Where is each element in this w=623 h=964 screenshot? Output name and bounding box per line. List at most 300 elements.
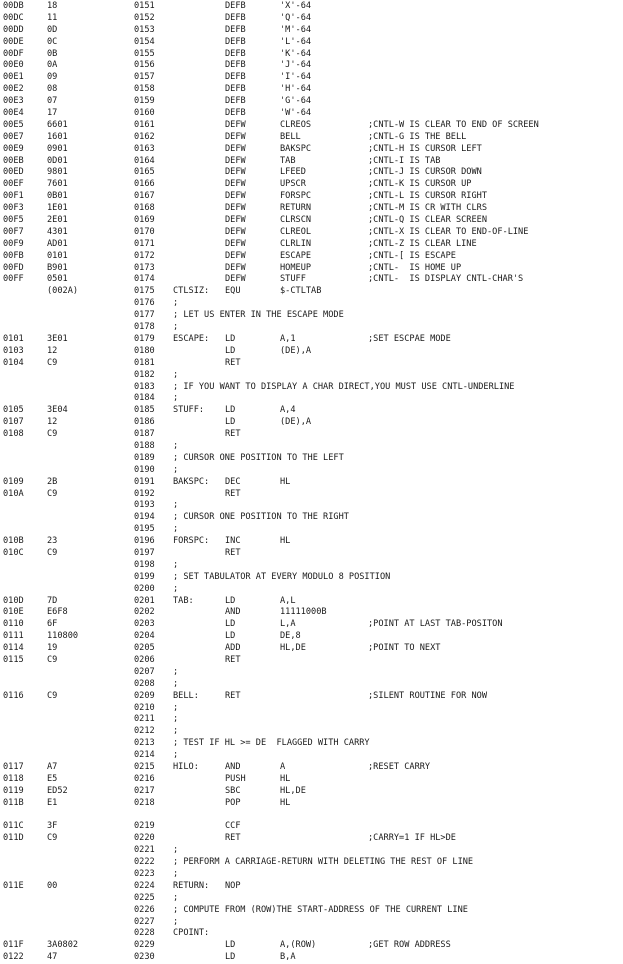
opcode: DEFW bbox=[225, 191, 246, 202]
comment-line: ; CURSOR ONE POSITION TO THE RIGHT bbox=[173, 512, 349, 523]
comment-line: ; bbox=[173, 869, 179, 880]
operand: BAKSPC bbox=[280, 143, 312, 154]
listing-line bbox=[0, 857, 623, 869]
object-code: E6F8 bbox=[47, 607, 68, 618]
object-code: 4301 bbox=[47, 226, 68, 237]
address: 0114 bbox=[3, 643, 24, 654]
object-code: B901 bbox=[47, 262, 68, 273]
operand: UPSCR bbox=[280, 179, 306, 190]
listing-line bbox=[0, 263, 623, 275]
label: ESCAPE: bbox=[173, 333, 210, 344]
address: 00DD bbox=[3, 24, 24, 35]
line-number: 0169 bbox=[134, 215, 155, 226]
address: 00F3 bbox=[3, 203, 24, 214]
label: CPOINT: bbox=[173, 928, 210, 939]
object-code: 7D bbox=[47, 595, 58, 606]
address: 0111 bbox=[3, 631, 24, 642]
opcode: DEFB bbox=[225, 72, 246, 83]
listing-line bbox=[0, 13, 623, 25]
operand: HL bbox=[280, 773, 291, 784]
object-code: 11 bbox=[47, 12, 58, 23]
comment-line: ; bbox=[173, 369, 179, 380]
listing-line bbox=[0, 833, 623, 845]
opcode: DEFW bbox=[225, 262, 246, 273]
opcode: DEFW bbox=[225, 167, 246, 178]
opcode: DEFB bbox=[225, 48, 246, 59]
address: 0115 bbox=[3, 654, 24, 665]
comment: ;SILENT ROUTINE FOR NOW bbox=[368, 690, 487, 701]
line-number: 0190 bbox=[134, 464, 155, 475]
listing-line bbox=[0, 905, 623, 917]
opcode: POP bbox=[225, 797, 241, 808]
address: 0122 bbox=[3, 952, 24, 963]
line-number: 0170 bbox=[134, 226, 155, 237]
line-number: 0223 bbox=[134, 869, 155, 880]
line-number: 0171 bbox=[134, 238, 155, 249]
listing-line bbox=[0, 132, 623, 144]
comment-line: ; CURSOR ONE POSITION TO THE LEFT bbox=[173, 452, 344, 463]
address: 00DC bbox=[3, 12, 24, 23]
listing-line bbox=[0, 607, 623, 619]
listing-line bbox=[0, 869, 623, 881]
line-number: 0177 bbox=[134, 310, 155, 321]
listing-line bbox=[0, 274, 623, 286]
listing-line bbox=[0, 370, 623, 382]
listing-line bbox=[0, 358, 623, 370]
operand: HL,DE bbox=[280, 643, 306, 654]
opcode: PUSH bbox=[225, 773, 246, 784]
listing-line bbox=[0, 322, 623, 334]
comment: ;CNTL-J IS CURSOR DOWN bbox=[368, 167, 482, 178]
operand: (DE),A bbox=[280, 417, 312, 428]
opcode: CCF bbox=[225, 821, 241, 832]
comment-line: ; bbox=[173, 524, 179, 535]
object-code: 6F bbox=[47, 619, 58, 630]
line-number: 0168 bbox=[134, 203, 155, 214]
address: 010C bbox=[3, 547, 24, 558]
object-code: AD01 bbox=[47, 238, 68, 249]
comment: ;CNTL- IS HOME UP bbox=[368, 262, 462, 273]
opcode: DEFW bbox=[225, 155, 246, 166]
opcode: DEC bbox=[225, 476, 241, 487]
object-code: 3A0802 bbox=[47, 940, 79, 951]
comment-line: ; bbox=[173, 559, 179, 570]
comment-line: ; bbox=[173, 845, 179, 856]
object-code: 0501 bbox=[47, 274, 68, 285]
comment-line: ; SET TABULATOR AT EVERY MODULO 8 POSITION bbox=[173, 571, 391, 582]
listing-line bbox=[0, 215, 623, 227]
listing-line bbox=[0, 940, 623, 952]
listing-line bbox=[0, 167, 623, 179]
comment: ;CNTL-K IS CURSOR UP bbox=[368, 179, 472, 190]
listing-line bbox=[0, 203, 623, 215]
address: 00E0 bbox=[3, 60, 24, 71]
object-code: C9 bbox=[47, 654, 58, 665]
listing-line bbox=[0, 703, 623, 715]
line-number: 0159 bbox=[134, 96, 155, 107]
operand: A,4 bbox=[280, 405, 296, 416]
operand: HL bbox=[280, 476, 291, 487]
line-number: 0167 bbox=[134, 191, 155, 202]
line-number: 0209 bbox=[134, 690, 155, 701]
listing-line bbox=[0, 405, 623, 417]
line-number: 0203 bbox=[134, 619, 155, 630]
line-number: 0183 bbox=[134, 381, 155, 392]
listing-line bbox=[0, 286, 623, 298]
object-code: 19 bbox=[47, 643, 58, 654]
line-number: 0184 bbox=[134, 393, 155, 404]
opcode: RET bbox=[225, 690, 241, 701]
line-number: 0172 bbox=[134, 250, 155, 261]
comment-line: ; bbox=[173, 916, 179, 927]
opcode: DEFW bbox=[225, 238, 246, 249]
line-number: 0206 bbox=[134, 654, 155, 665]
comment-line: ; bbox=[173, 678, 179, 689]
opcode: SBC bbox=[225, 785, 241, 796]
operand: A bbox=[280, 762, 286, 772]
comment: ;CARRY=1 IF HL>DE bbox=[368, 833, 456, 844]
opcode: DEFB bbox=[225, 12, 246, 23]
opcode: RET bbox=[225, 488, 241, 499]
object-code: 2B bbox=[47, 476, 58, 487]
object-code: C9 bbox=[47, 357, 58, 368]
listing-line bbox=[0, 500, 623, 512]
line-number: 0212 bbox=[134, 726, 155, 737]
listing-line bbox=[0, 465, 623, 477]
listing-line bbox=[0, 310, 623, 322]
line-number: 0215 bbox=[134, 762, 155, 772]
listing-line bbox=[0, 120, 623, 132]
address: 00FB bbox=[3, 250, 24, 261]
listing-line bbox=[0, 655, 623, 667]
address: 00DF bbox=[3, 48, 24, 59]
opcode: DEFW bbox=[225, 143, 246, 154]
label: TAB: bbox=[173, 595, 194, 606]
object-code: C9 bbox=[47, 429, 58, 440]
operand: CLRSCN bbox=[280, 215, 312, 226]
address: 00E5 bbox=[3, 119, 24, 130]
object-code: 08 bbox=[47, 84, 58, 95]
listing-line bbox=[0, 584, 623, 596]
address: 010D bbox=[3, 595, 24, 606]
operand: LFEED bbox=[280, 167, 306, 178]
object-code: 3E01 bbox=[47, 333, 68, 344]
operand: HL,DE bbox=[280, 785, 306, 796]
opcode: INC bbox=[225, 536, 241, 547]
operand: HL bbox=[280, 536, 291, 547]
opcode: LD bbox=[225, 333, 236, 344]
address: 0101 bbox=[3, 333, 24, 344]
line-number: 0227 bbox=[134, 916, 155, 927]
address: 011D bbox=[3, 833, 24, 844]
object-code: 07 bbox=[47, 96, 58, 107]
operand: HL bbox=[280, 797, 291, 808]
operand: L,A bbox=[280, 619, 296, 630]
line-number: 0156 bbox=[134, 60, 155, 71]
address: 011F bbox=[3, 940, 24, 951]
address: 011C bbox=[3, 821, 24, 832]
opcode: RET bbox=[225, 654, 241, 665]
address: 011E bbox=[3, 880, 24, 891]
line-number: 0199 bbox=[134, 571, 155, 582]
opcode: DEFW bbox=[225, 215, 246, 226]
comment-line: ; IF YOU WANT TO DISPLAY A CHAR DIRECT,YOU MUST USE CNTL-UNDERLINE bbox=[173, 381, 515, 392]
opcode: RET bbox=[225, 833, 241, 844]
line-number: 0155 bbox=[134, 48, 155, 59]
line-number: 0152 bbox=[134, 12, 155, 23]
opcode: DEFB bbox=[225, 24, 246, 35]
object-code: A7 bbox=[47, 762, 58, 772]
object-code: 1601 bbox=[47, 131, 68, 142]
object-code: 47 bbox=[47, 952, 58, 963]
object-code: C9 bbox=[47, 547, 58, 558]
comment: ;POINT TO NEXT bbox=[368, 643, 441, 654]
label: FORSPC: bbox=[173, 536, 210, 547]
label: RETURN: bbox=[173, 880, 210, 891]
listing-line bbox=[0, 298, 623, 310]
listing-line bbox=[0, 667, 623, 679]
address: 0103 bbox=[3, 345, 24, 356]
listing-line bbox=[0, 144, 623, 156]
address: 0116 bbox=[3, 690, 24, 701]
operand: A,1 bbox=[280, 333, 296, 344]
opcode: AND bbox=[225, 762, 241, 772]
line-number: 0217 bbox=[134, 785, 155, 796]
address: 00E1 bbox=[3, 72, 24, 83]
listing-line bbox=[0, 560, 623, 572]
object-code: 00 bbox=[47, 880, 58, 891]
object-code: 0D bbox=[47, 24, 58, 35]
opcode: DEFW bbox=[225, 274, 246, 285]
listing-line bbox=[0, 429, 623, 441]
line-number: 0202 bbox=[134, 607, 155, 618]
listing-line bbox=[0, 417, 623, 429]
opcode: LD bbox=[225, 940, 236, 951]
object-code: E1 bbox=[47, 797, 58, 808]
object-code: C9 bbox=[47, 690, 58, 701]
object-code: 0A bbox=[47, 60, 58, 71]
comment: ;CNTL-Z IS CLEAR LINE bbox=[368, 238, 477, 249]
listing-line bbox=[0, 156, 623, 168]
listing-line bbox=[0, 786, 623, 798]
address: 00DB bbox=[3, 1, 24, 11]
line-number: 0228 bbox=[134, 928, 155, 939]
operand: 'Q'-64 bbox=[280, 12, 312, 23]
opcode: DEFW bbox=[225, 250, 246, 261]
object-code: 0101 bbox=[47, 250, 68, 261]
operand: A,L bbox=[280, 595, 296, 606]
opcode: DEFB bbox=[225, 108, 246, 119]
address: 00FD bbox=[3, 262, 24, 273]
address: 00F1 bbox=[3, 191, 24, 202]
operand: DE,8 bbox=[280, 631, 301, 642]
listing-line bbox=[0, 60, 623, 72]
address: 010E bbox=[3, 607, 24, 618]
opcode: LD bbox=[225, 417, 236, 428]
line-number: 0162 bbox=[134, 131, 155, 142]
opcode: RET bbox=[225, 429, 241, 440]
listing-line bbox=[0, 72, 623, 84]
listing-line bbox=[0, 821, 623, 833]
listing-line bbox=[0, 952, 623, 964]
opcode: RET bbox=[225, 357, 241, 368]
address: 00E9 bbox=[3, 143, 24, 154]
listing-line bbox=[0, 774, 623, 786]
operand: 'J'-64 bbox=[280, 60, 312, 71]
line-number: 0175 bbox=[134, 286, 155, 297]
object-code: 110800 bbox=[47, 631, 79, 642]
listing-line bbox=[0, 631, 623, 643]
line-number: 0207 bbox=[134, 666, 155, 677]
address: 0117 bbox=[3, 762, 24, 772]
listing-line bbox=[0, 179, 623, 191]
line-number: 0181 bbox=[134, 357, 155, 368]
address: 0109 bbox=[3, 476, 24, 487]
operand: A,(ROW) bbox=[280, 940, 317, 951]
opcode: LD bbox=[225, 405, 236, 416]
operand: TAB bbox=[280, 155, 296, 166]
label: STUFF: bbox=[173, 405, 205, 416]
opcode: LD bbox=[225, 619, 236, 630]
listing-line bbox=[0, 382, 623, 394]
listing-line bbox=[0, 239, 623, 251]
comment-line: ; PERFORM A CARRIAGE-RETURN WITH DELETING THE REST OF LINE bbox=[173, 857, 474, 868]
line-number: 0192 bbox=[134, 488, 155, 499]
object-code: 0C bbox=[47, 36, 58, 47]
operand: $-CTLTAB bbox=[280, 286, 322, 297]
line-number: 0191 bbox=[134, 476, 155, 487]
listing-line bbox=[0, 524, 623, 536]
address: 00E7 bbox=[3, 131, 24, 142]
comment-line: ; bbox=[173, 666, 179, 677]
object-code: 09 bbox=[47, 72, 58, 83]
listing-line bbox=[0, 346, 623, 358]
operand: FORSPC bbox=[280, 191, 312, 202]
opcode: RET bbox=[225, 547, 241, 558]
opcode: LD bbox=[225, 952, 236, 963]
comment: ;CNTL-Q IS CLEAR SCREEN bbox=[368, 215, 487, 226]
listing-line bbox=[0, 714, 623, 726]
line-number: 0225 bbox=[134, 892, 155, 903]
object-code: C9 bbox=[47, 833, 58, 844]
operand: 'M'-64 bbox=[280, 24, 312, 35]
comment: ;POINT AT LAST TAB-POSITON bbox=[368, 619, 503, 630]
address: 010B bbox=[3, 536, 24, 547]
listing-line bbox=[0, 881, 623, 893]
address: 00F5 bbox=[3, 215, 24, 226]
address: 00F7 bbox=[3, 226, 24, 237]
comment: ;CNTL-[ IS ESCAPE bbox=[368, 250, 456, 261]
operand: CLREOS bbox=[280, 119, 312, 130]
comment: ;CNTL-H IS CURSOR LEFT bbox=[368, 143, 482, 154]
line-number: 0174 bbox=[134, 274, 155, 285]
line-number: 0163 bbox=[134, 143, 155, 154]
object-code: ED52 bbox=[47, 785, 68, 796]
line-number: 0193 bbox=[134, 500, 155, 511]
object-code: (002A) bbox=[47, 286, 79, 297]
comment-line: ; bbox=[173, 583, 179, 594]
line-number: 0153 bbox=[134, 24, 155, 35]
comment: ;CNTL-I IS TAB bbox=[368, 155, 441, 166]
listing-line bbox=[0, 49, 623, 61]
address: 00EB bbox=[3, 155, 24, 166]
operand: B,A bbox=[280, 952, 296, 963]
line-number: 0218 bbox=[134, 797, 155, 808]
comment-line: ; bbox=[173, 892, 179, 903]
listing-line bbox=[0, 227, 623, 239]
comment-line: ; bbox=[173, 464, 179, 475]
object-code: 0D01 bbox=[47, 155, 68, 166]
listing-line bbox=[0, 191, 623, 203]
operand: 'W'-64 bbox=[280, 108, 312, 119]
opcode: DEFW bbox=[225, 226, 246, 237]
comment-line: ; TEST IF HL >= DE FLAGGED WITH CARRY bbox=[173, 738, 370, 749]
operand: 11111000B bbox=[280, 607, 327, 618]
label: BAKSPC: bbox=[173, 476, 210, 487]
comment: ;CNTL-L IS CURSOR RIGHT bbox=[368, 191, 487, 202]
line-number: 0182 bbox=[134, 369, 155, 380]
comment-line: ; bbox=[173, 298, 179, 309]
line-number: 0164 bbox=[134, 155, 155, 166]
listing-line bbox=[0, 536, 623, 548]
operand: BELL bbox=[280, 131, 301, 142]
listing-line bbox=[0, 251, 623, 263]
line-number: 0221 bbox=[134, 845, 155, 856]
comment-line: ; COMPUTE FROM (ROW)THE START-ADDRESS OF THE CURRENT LINE bbox=[173, 904, 468, 915]
operand: CLRLIN bbox=[280, 238, 312, 249]
line-number: 0166 bbox=[134, 179, 155, 190]
line-number: 0151 bbox=[134, 1, 155, 11]
line-number: 0154 bbox=[134, 36, 155, 47]
opcode: DEFW bbox=[225, 203, 246, 214]
listing-line bbox=[0, 1, 623, 13]
listing-line bbox=[0, 489, 623, 501]
listing-line bbox=[0, 679, 623, 691]
listing-line bbox=[0, 572, 623, 584]
comment: ;CNTL- IS DISPLAY CNTL-CHAR'S bbox=[368, 274, 524, 285]
operand: 'K'-64 bbox=[280, 48, 312, 59]
line-number: 0201 bbox=[134, 595, 155, 606]
line-number: 0211 bbox=[134, 714, 155, 725]
line-number: 0213 bbox=[134, 738, 155, 749]
comment-line: ; bbox=[173, 500, 179, 511]
line-number: 0229 bbox=[134, 940, 155, 951]
opcode: LD bbox=[225, 631, 236, 642]
opcode: DEFB bbox=[225, 1, 246, 11]
object-code: 0901 bbox=[47, 143, 68, 154]
line-number: 0187 bbox=[134, 429, 155, 440]
comment-line: ; bbox=[173, 714, 179, 725]
operand: HOMEUP bbox=[280, 262, 312, 273]
opcode: LD bbox=[225, 595, 236, 606]
comment-line: ; bbox=[173, 702, 179, 713]
comment-line: ; bbox=[173, 726, 179, 737]
line-number: 0204 bbox=[134, 631, 155, 642]
line-number: 0210 bbox=[134, 702, 155, 713]
comment-line: ; bbox=[173, 750, 179, 761]
opcode: DEFB bbox=[225, 84, 246, 95]
line-number: 0196 bbox=[134, 536, 155, 547]
opcode: DEFW bbox=[225, 179, 246, 190]
operand: 'H'-64 bbox=[280, 84, 312, 95]
comment: ;CNTL-X IS CLEAR TO END-OF-LINE bbox=[368, 226, 529, 237]
listing-line bbox=[0, 762, 623, 774]
comment: ;RESET CARRY bbox=[368, 762, 431, 772]
address: 00E4 bbox=[3, 108, 24, 119]
object-code: 1E01 bbox=[47, 203, 68, 214]
listing-line bbox=[0, 393, 623, 405]
address: 0107 bbox=[3, 417, 24, 428]
